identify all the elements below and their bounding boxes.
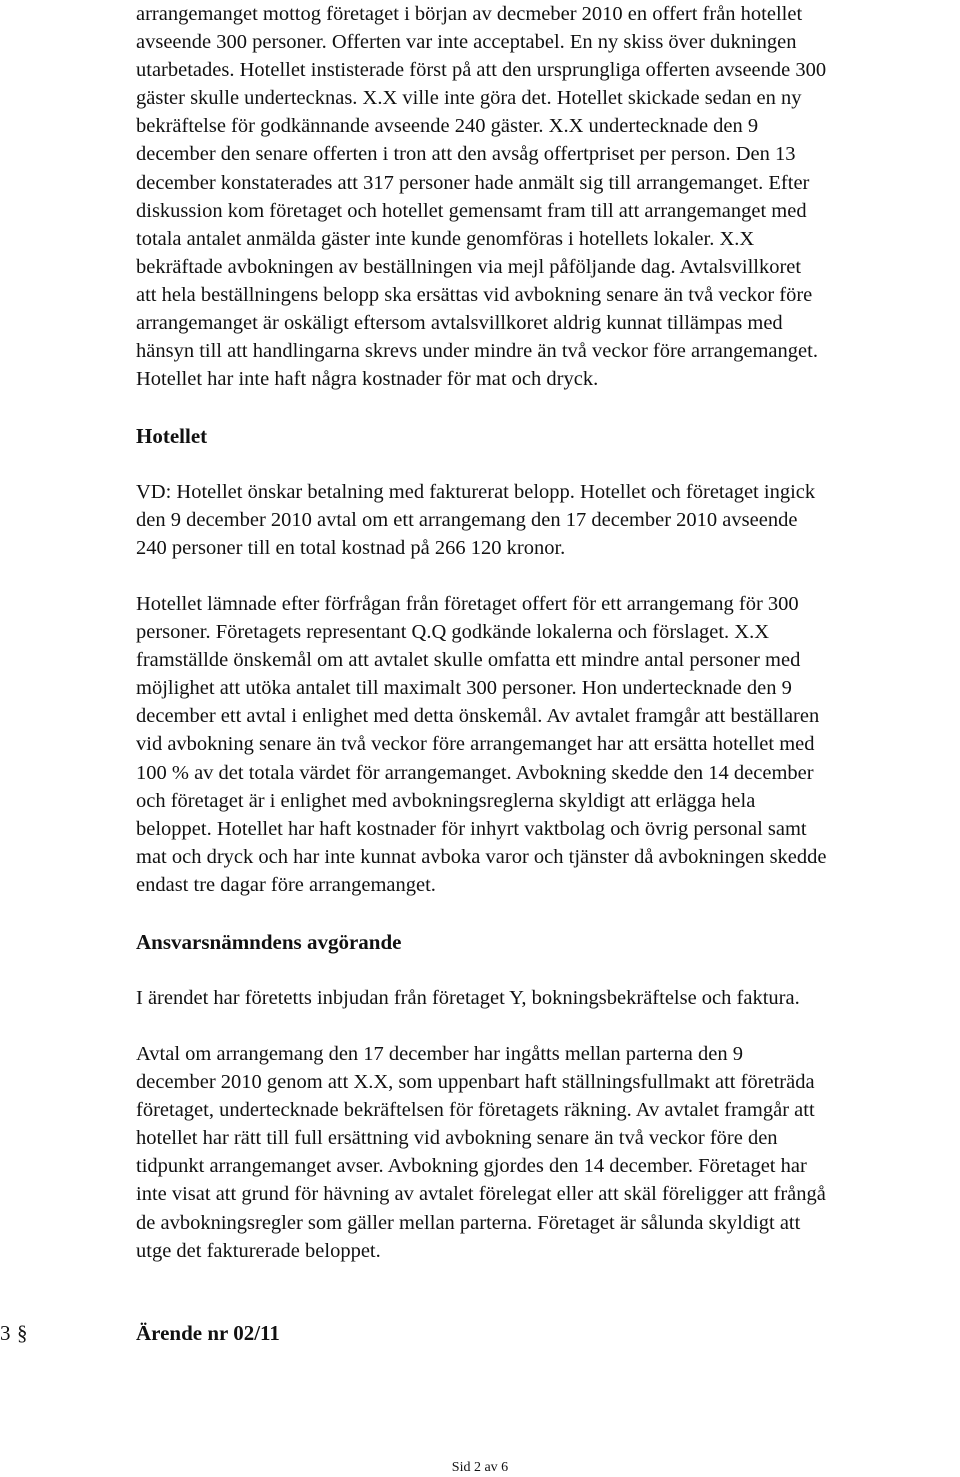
section-heading — [0, 1318, 600, 1348]
section-title: Ärende nr 02/11 — [136, 1321, 280, 1345]
paragraph-hotel-claim: VD: Hotellet önskar betalning med fakturerat belopp. Hotellet och företaget ingick den 9 december 2010 avtal om ett arrangemang den 17 december 2010 avseende 240 personer till en total kostnad på 266 120 kronor. — [136, 481, 816, 560]
paragraph-decision: Avtal om arrangemang den 17 december har ingåtts mellan parterna den 9 december 2010 genom att X.X, som uppenbart haft ställningsfullmakt att företräda företaget, undertecknade bekräftelsen för företagets räkning. Av avtalet framgår att hotellet har rätt till full ersättning vid avbokning senare än två veckor före den tidpunkt arrangemanget avser. Avbokning gjordes den 14 december. Företaget har inte visat att grund för hävning av avtalet förelegat eller att skäl föreligger att frångå de avbokningsregler som gäller mellan parterna. Företaget är sålunda skyldigt att utge det fakturerade beloppet. — [136, 1043, 826, 1262]
section-sign: § — [17, 1321, 28, 1345]
heading-board-decision: Ansvarsnämndens avgörande — [136, 930, 402, 954]
section-number: 3 — [0, 1321, 11, 1345]
paragraph-hotel-statement: Hotellet lämnade efter förfrågan från företaget offert för ett arrangemang för 300 personer. Företagets representant Q.Q godkände lokalerna och förslaget. X.X framställde önskemål om att avtalet skulle omfatta ett mindre antal personer med möjlighet att utöka antalet till maximalt 300 personer. Hon undertecknade den 9 december ett avtal i enlighet med detta önskemål. Av avtalet framgår att beställaren vid avbokning senare än två veckor före arrangemanget har att ersätta hotellet med 100 % av det totala värdet för arrangemanget. Avbokning skedde den 14 december och företaget är i enlighet med avbokningsreglerna skyldigt att erlägga hela beloppet. Hotellet har haft kostnader för inhyrt vaktbolag och övrig personal samt mat och dryck och har inte kunnat avboka varor och tjänster då avbokningen skedde endast tre dagar före arrangemanget. — [136, 593, 827, 896]
paragraph-previous-party-statement: arrangemanget mottog företaget i början av decmeber 2010 en offert från hotellet avseende 300 personer. Offerten var inte acceptabel. En ny skiss över dukningen utarbetades. Hotellet instisterade först på att den ursprungliga offerten avseende 300 gäster skulle undertecknas. X.X ville inte göra det. Hotellet skickade sedan en ny bekräftelse för godkännande avseende 240 gäster. X.X undertecknade den 9 december den senare offerten i tron att den avsåg offertpriset per person. Den 13 december konstaterades att 317 personer hade anmält sig till arrangemanget. Efter diskussion kom företaget och hotellet gemensamt fram till att arrangemanget med totala antalet anmälda gäster inte kunde genomföras i hotellets lokaler. X.X bekräftade avbokningen av beställningen via mejl påföljande dag. Avtalsvillkoret att hela beställningens belopp ska ersättas vid avbokning senare än två veckor före arrangemanget är oskäligt eftersom avtalsvillkoret aldrig kunnat tillämpas med hänsyn till att handlingarna skrevs under mindre än två veckor före arrangemanget. Hotellet har inte haft några kostnader för mat och dryck. — [136, 3, 827, 391]
page-footer — [0, 1460, 960, 1476]
page-number: Sid 2 av 6 — [451, 1460, 509, 1475]
heading-hotellet: Hotellet — [136, 424, 208, 448]
paragraph-evidence: I ärendet har företetts inbjudan från företaget Y, bokningsbekräftelse och faktura. — [136, 987, 800, 1009]
